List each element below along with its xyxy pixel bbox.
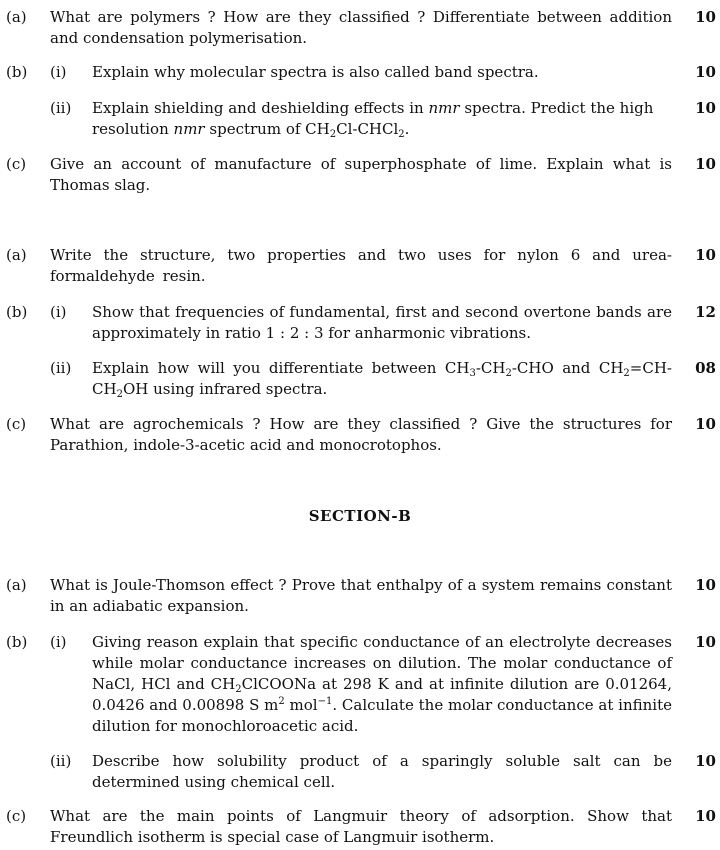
question-text: Explain why molecular spectra is also called band spectra. [92,63,539,81]
question-label: (a) [6,576,27,594]
subquestion-label: (ii) [50,359,72,377]
subquestion-label: (i) [50,303,67,321]
question-label: (a) [6,8,27,26]
question-label: (c) [6,415,27,433]
question-marks: 10 [695,8,716,26]
question-text: Write the structure, two properties and two uses for nylon 6 and urea-formaldehyde resin. [50,246,672,285]
question-text: Explain shielding and deshielding effects in nmr spectra. Predict the high resolution nmr spectrum of $CH_2Cl-CHCl_2$. [92,99,654,140]
question-marks: 12 [695,303,716,321]
question-label: (b) [6,63,28,81]
question-label: (b) [6,303,28,321]
question-text: What are polymers ? How are they classified ? Differentiate between addition and condensation polymerisation. [50,8,672,47]
question-text: What are agrochemicals ? How are they classified ? Give the structures for Parathion, indole-3-acetic acid and monocrotophos. [50,415,672,454]
subquestion-label: (ii) [50,99,72,117]
question-marks: 10 [695,752,716,770]
question-text: What are the main points of Langmuir theory of adsorption. Show that Freundlich isotherm is special case of Langmuir isotherm. [50,807,672,846]
question-text: Show that frequencies of fundamental, first and second overtone bands are approximately in ratio 1 : 2 : 3 for anharmonic vibrations. [92,303,672,342]
question-label: (a) [6,246,27,264]
question-marks: 10 [695,576,716,594]
subquestion-label: (i) [50,63,67,81]
question-marks: 10 [695,99,716,117]
question-text: Describe how solubility product of a sparingly soluble salt can be determined using chemical cell. [92,752,672,791]
subquestion-label: (ii) [50,752,72,770]
question-marks: 10 [695,415,716,433]
question-text: What is Joule-Thomson effect ? Prove that enthalpy of a system remains constant in an adiabatic expansion. [50,576,672,615]
question-marks: 10 [695,807,716,825]
question-text: Explain how will you differentiate between $CH_3-CH_2$-CHO and $CH_2=CH-CH_2OH$ using infrared spectra. [92,359,672,400]
question-marks: 10 [695,633,716,651]
question-label: (b) [6,633,28,651]
section-heading: SECTION-B [308,507,412,525]
question-label: (c) [6,155,27,173]
question-marks: 10 [695,155,716,173]
subquestion-label: (i) [50,633,67,651]
question-marks: 10 [695,246,716,264]
question-text: Give an account of manufacture of superphosphate of lime. Explain what is Thomas slag. [50,155,672,194]
question-marks: 08 [695,359,716,377]
question-marks: 10 [695,63,716,81]
question-label: (c) [6,807,27,825]
question-text: Giving reason explain that specific conductance of an electrolyte decreases while molar conductance increases on dilution. The molar conductance of NaCl, HCl and $CH_2ClCOONa$ at 298 K and at infinite dilution are 0.01264, 0.0426 and 0.00898 S $m^2$ mol$^{-1}$. Calculate the molar conductance at infinite dilution for monochloroacetic acid. [92,633,672,735]
